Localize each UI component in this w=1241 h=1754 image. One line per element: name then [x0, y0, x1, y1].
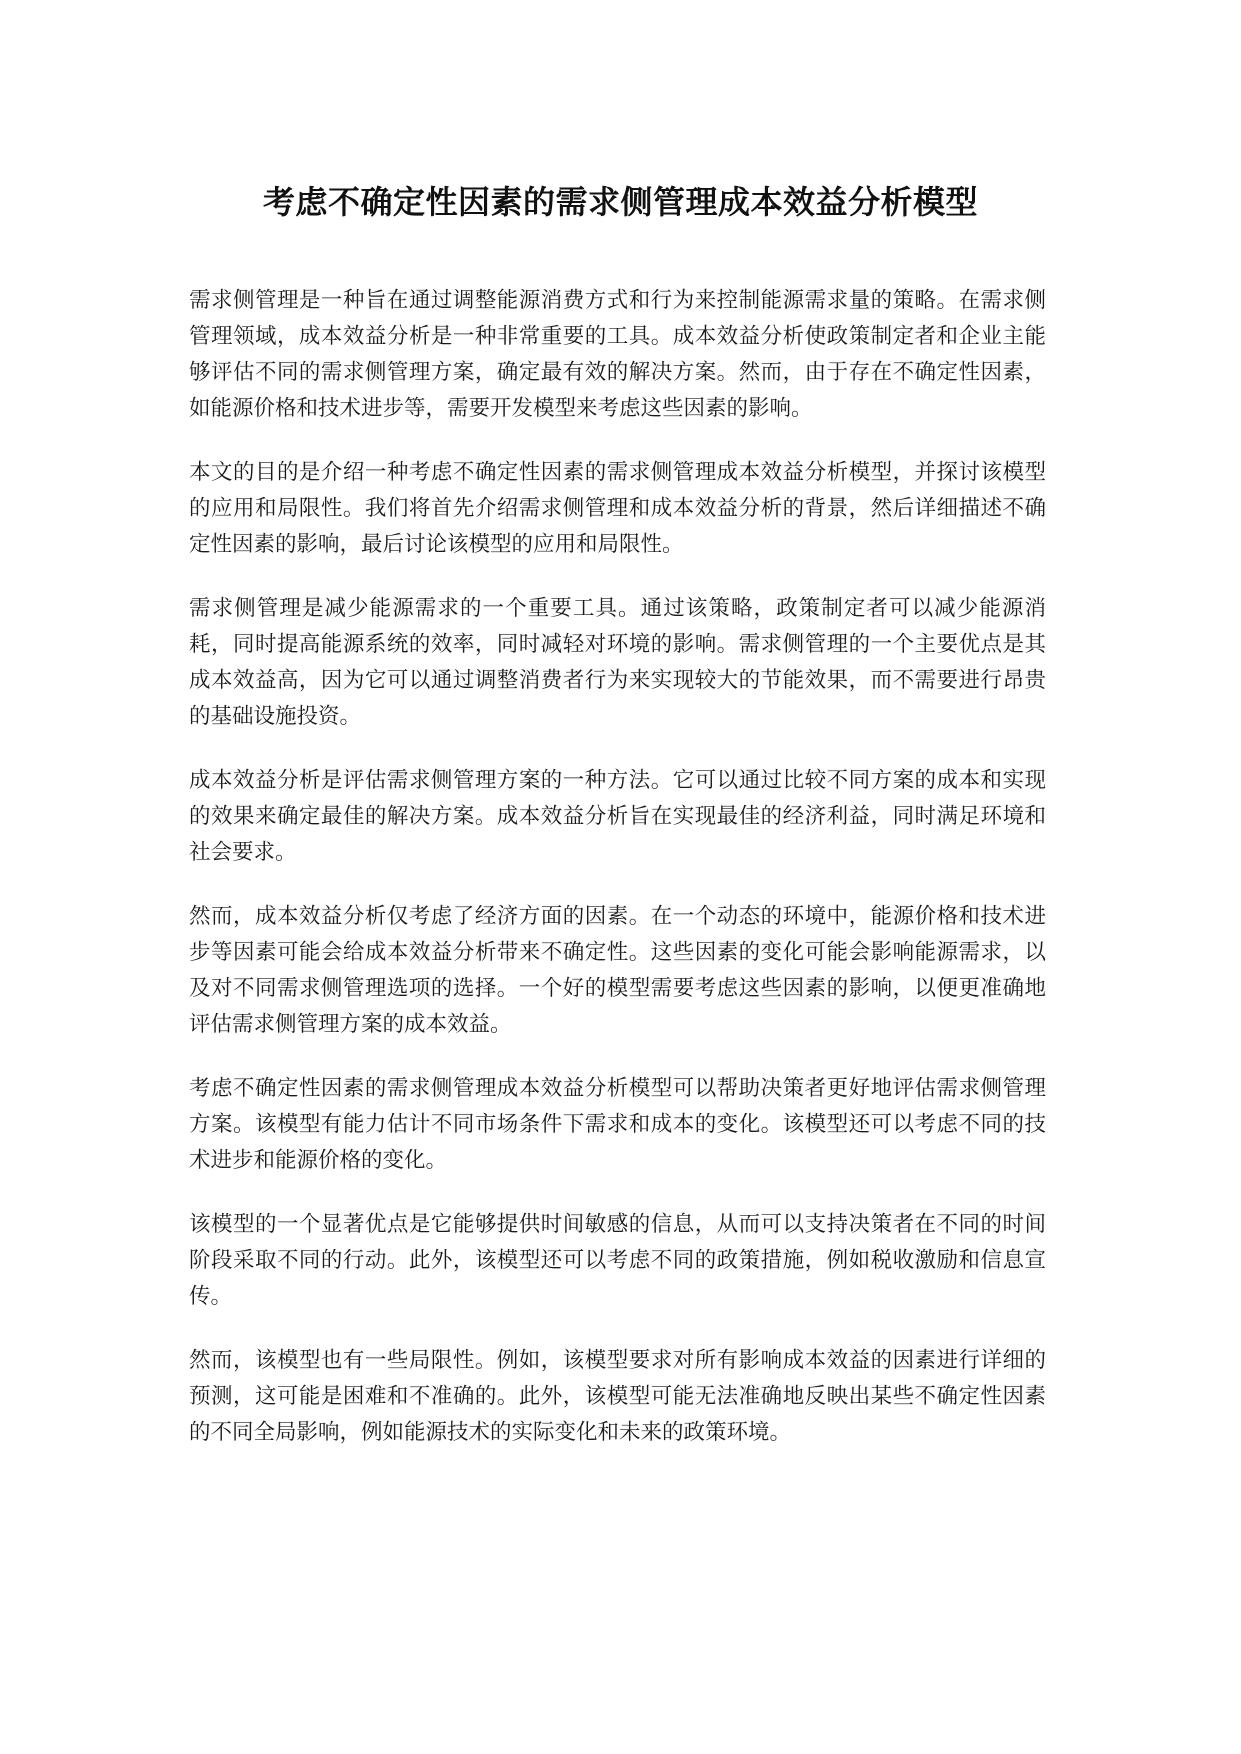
paragraph-1: 需求侧管理是一种旨在通过调整能源消费方式和行为来控制能源需求量的策略。在需求侧管理领域，成本效益分析是一种非常重要的工具。成本效益分析使政策制定者和企业主能够评估不同的需求侧管理方案，确定最有效的解决方案。然而，由于存在不确定性因素，如能源价格和技术进步等，需要开发模型来考虑这些因素的影响。 [189, 288, 1046, 421]
paragraph-8: 然而，该模型也有一些局限性。例如，该模型要求对所有影响成本效益的因素进行详细的预测，这可能是困难和不准确的。此外，该模型可能无法准确地反映出某些不确定性因素的不同全局影响，例如能源技术的实际变化和未来的政策环境。 [189, 1348, 1046, 1445]
paragraph-5: 然而，成本效益分析仅考虑了经济方面的因素。在一个动态的环境中，能源价格和技术进步等因素可能会给成本效益分析带来不确定性。这些因素的变化可能会影响能源需求，以及对不同需求侧管理选项的选择。一个好的模型需要考虑这些因素的影响，以便更准确地评估需求侧管理方案的成本效益。 [189, 904, 1046, 1037]
document-body [189, 283, 1046, 1479]
paragraph-7: 该模型的一个显著优点是它能够提供时间敏感的信息，从而可以支持决策者在不同的时间阶段采取不同的行动。此外，该模型还可以考虑不同的政策措施，例如税收激励和信息宣传。 [189, 1212, 1046, 1309]
document-title: 考虑不确定性因素的需求侧管理成本效益分析模型 [262, 183, 978, 221]
paragraph-2: 本文的目的是介绍一种考虑不确定性因素的需求侧管理成本效益分析模型，并探讨该模型的应用和局限性。我们将首先介绍需求侧管理和成本效益分析的背景，然后详细描述不确定性因素的影响，最后讨论该模型的应用和局限性。 [189, 460, 1046, 557]
paragraph-6: 考虑不确定性因素的需求侧管理成本效益分析模型可以帮助决策者更好地评估需求侧管理方案。该模型有能力估计不同市场条件下需求和成本的变化。该模型还可以考虑不同的技术进步和能源价格的变化。 [189, 1076, 1046, 1173]
paragraph-4: 成本效益分析是评估需求侧管理方案的一种方法。它可以通过比较不同方案的成本和实现的效果来确定最佳的解决方案。成本效益分析旨在实现最佳的经济利益，同时满足环境和社会要求。 [189, 768, 1046, 865]
paragraph-3: 需求侧管理是减少能源需求的一个重要工具。通过该策略，政策制定者可以减少能源消耗，同时提高能源系统的效率，同时减轻对环境的影响。需求侧管理的一个主要优点是其成本效益高，因为它可以通过调整消费者行为来实现较大的节能效果，而不需要进行昂贵的基础设施投资。 [189, 596, 1046, 729]
